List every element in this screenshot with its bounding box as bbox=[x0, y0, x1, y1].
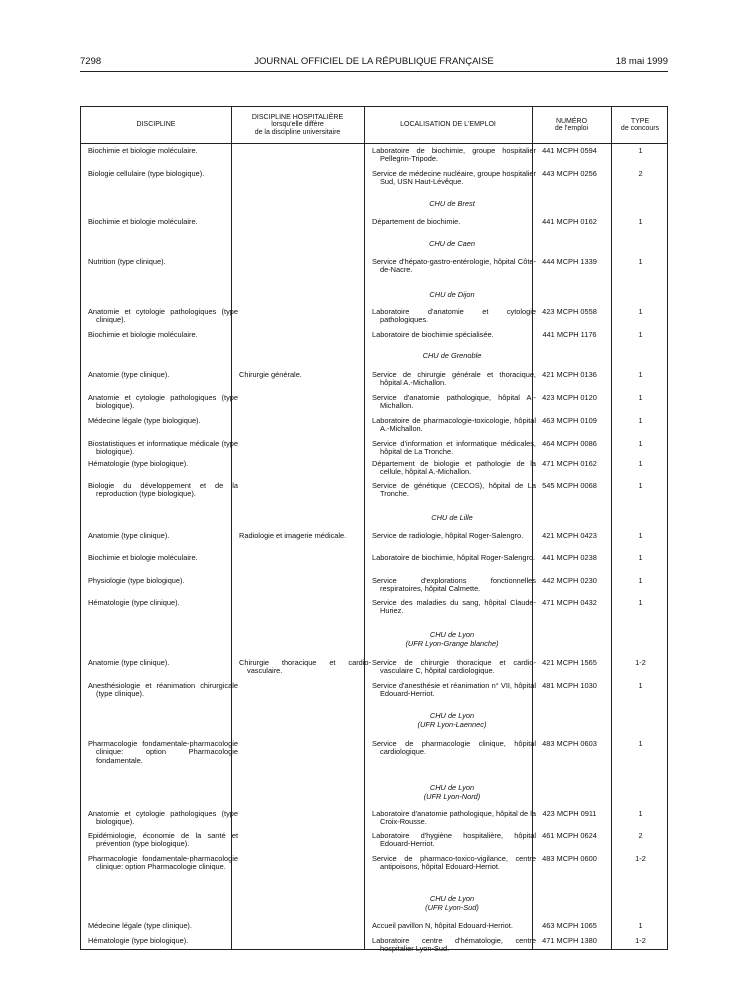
discipline-cell: Anatomie (type clinique). bbox=[88, 370, 170, 379]
concours-type-cell: 1 bbox=[638, 416, 643, 425]
concours-type-cell: 1-2 bbox=[635, 854, 646, 863]
concours-type-cell: 1 bbox=[638, 146, 643, 155]
concours-type-cell: 1 bbox=[638, 370, 643, 379]
location-cell: Laboratoire centre d'hématologie, centre hospitalier Lyon-Sud. bbox=[372, 936, 536, 954]
publication-date: 18 mai 1999 bbox=[615, 56, 668, 67]
job-number-cell: 421 MCPH 1565 bbox=[542, 658, 597, 667]
job-number-cell: 461 MCPH 0624 bbox=[542, 831, 597, 840]
job-number-cell: 442 MCPH 0230 bbox=[542, 576, 597, 585]
discipline-cell: Anesthésiologie et réanimation chirurgicale (type clinique). bbox=[88, 681, 238, 699]
location-cell: Service d'explorations fonctionnelles respiratoires, hôpital Calmette. bbox=[372, 576, 536, 594]
location-cell: Service des maladies du sang, hôpital Claude-Huriez. bbox=[372, 598, 536, 616]
discipline-cell: Biostatistiques et informatique médicale (type biologique). bbox=[88, 439, 238, 457]
concours-type-cell: 1 bbox=[638, 307, 643, 316]
discipline-cell: Biochimie et biologie moléculaire. bbox=[88, 146, 198, 155]
concours-type-cell: 1 bbox=[638, 809, 643, 818]
job-number-cell: 483 MCPH 0600 bbox=[542, 854, 597, 863]
job-number-cell: 471 MCPH 0432 bbox=[542, 598, 597, 607]
job-number-cell: 471 MCPH 0162 bbox=[542, 459, 597, 468]
section-title: CHU de Lyon (UFR Lyon-Grange blanche) bbox=[405, 630, 499, 648]
section-title: CHU de Caen bbox=[428, 239, 475, 248]
concours-type-cell: 1 bbox=[638, 739, 643, 748]
discipline-cell: Anatomie et cytologie pathologiques (type clinique). bbox=[88, 307, 238, 325]
job-number-cell: 444 MCPH 1339 bbox=[542, 257, 597, 266]
discipline-cell: Pharmacologie fondamentale-pharmacologie clinique: option Pharmacologie clinique. bbox=[88, 854, 238, 872]
job-number-cell: 423 MCPH 0911 bbox=[542, 809, 597, 818]
section-title: CHU de Dijon bbox=[429, 290, 475, 299]
job-number-cell: 545 MCPH 0068 bbox=[542, 481, 597, 490]
job-number-cell: 441 MCPH 0238 bbox=[542, 553, 597, 562]
location-cell: Service de chirurgie générale et thoracique, hôpital A.-Michallon. bbox=[372, 370, 536, 388]
concours-type-cell: 2 bbox=[638, 831, 643, 840]
location-cell: Laboratoire d'anatomie pathologique, hôpital de la Croix-Rousse. bbox=[372, 809, 536, 827]
section-title: CHU de Brest bbox=[429, 199, 475, 208]
discipline-cell: Nutrition (type clinique). bbox=[88, 257, 166, 266]
location-cell: Service d'hépato-gastro-entérologie, hôpital Côte-de-Nacre. bbox=[372, 257, 536, 275]
job-number-cell: 481 MCPH 1030 bbox=[542, 681, 597, 690]
header-rule bbox=[80, 71, 668, 72]
discipline-cell: Biochimie et biologie moléculaire. bbox=[88, 217, 198, 226]
concours-type-cell: 1 bbox=[638, 393, 643, 402]
location-cell: Service de pharmaco-toxico-vigilance, centre antipoisons, hôpital Edouard-Herriot. bbox=[372, 854, 536, 872]
column-divider bbox=[364, 107, 365, 949]
column-header-location: LOCALISATION DE L'EMPLOI bbox=[400, 121, 496, 129]
location-cell: Laboratoire de biochimie, groupe hospitalier Pellegrin-Tripode. bbox=[372, 146, 536, 164]
page-header bbox=[80, 56, 668, 68]
section-title: CHU de Grenoble bbox=[422, 351, 482, 360]
concours-type-cell: 1 bbox=[638, 598, 643, 607]
location-cell: Accueil pavillon N, hôpital Edouard-Herriot. bbox=[372, 921, 513, 930]
location-cell: Service de médecine nucléaire, groupe hospitalier Sud, USN Haut-Lévêque. bbox=[372, 169, 536, 187]
employment-table bbox=[80, 106, 668, 954]
location-cell: Service de pharmacologie clinique, hôpital cardiologique. bbox=[372, 739, 536, 757]
hospital-discipline-cell: Chirurgie générale. bbox=[239, 370, 302, 379]
location-cell: Service d'anatomie pathologique, hôpital A.-Michallon. bbox=[372, 393, 536, 411]
discipline-cell: Anatomie et cytologie pathologiques (type biologique). bbox=[88, 809, 238, 827]
discipline-cell: Anatomie (type clinique). bbox=[88, 531, 170, 540]
discipline-cell: Anatomie et cytologie pathologiques (type biologique). bbox=[88, 393, 238, 411]
job-number-cell: 483 MCPH 0603 bbox=[542, 739, 597, 748]
job-number-cell: 441 MCPH 0162 bbox=[542, 217, 597, 226]
discipline-cell: Biochimie et biologie moléculaire. bbox=[88, 553, 198, 562]
discipline-cell: Médecine légale (type clinique). bbox=[88, 921, 192, 930]
concours-type-cell: 1 bbox=[638, 481, 643, 490]
discipline-cell: Hématologie (type biologique). bbox=[88, 459, 189, 468]
location-cell: Service d'anesthésie et réanimation n° VII, hôpital Edouard-Herriot. bbox=[372, 681, 536, 699]
discipline-cell: Hématologie (type biologique). bbox=[88, 936, 189, 945]
job-number-cell: 421 MCPH 0423 bbox=[542, 531, 597, 540]
discipline-cell: Pharmacologie fondamentale-pharmacologie clinique: option Pharmacologie fondamentale. bbox=[88, 739, 238, 765]
job-number-cell: 421 MCPH 0136 bbox=[542, 370, 597, 379]
column-divider bbox=[611, 107, 612, 949]
discipline-cell: Biologie cellulaire (type biologique). bbox=[88, 169, 205, 178]
section-title: CHU de Lyon (UFR Lyon-Sud) bbox=[425, 894, 479, 912]
concours-type-cell: 1 bbox=[638, 459, 643, 468]
discipline-cell: Biochimie et biologie moléculaire. bbox=[88, 330, 198, 339]
concours-type-cell: 1 bbox=[638, 330, 643, 339]
discipline-cell: Physiologie (type biologique). bbox=[88, 576, 185, 585]
column-header-hospital-discipline: DISCIPLINE HOSPITALIÈRE lorsqu'elle diffère de la discipline universitaire bbox=[251, 113, 344, 136]
location-cell: Laboratoire de pharmacologie-toxicologie, hôpital A.-Michallon. bbox=[372, 416, 536, 434]
location-cell: Laboratoire de biochimie spécialisée. bbox=[372, 330, 494, 339]
location-cell: Service de radiologie, hôpital Roger-Salengro. bbox=[372, 531, 524, 540]
job-number-cell: 441 MCPH 1176 bbox=[542, 330, 597, 339]
job-number-cell: 423 MCPH 0558 bbox=[542, 307, 597, 316]
job-number-cell: 441 MCPH 0594 bbox=[542, 146, 597, 155]
location-cell: Département de biochimie. bbox=[372, 217, 461, 226]
job-number-cell: 463 MCPH 0109 bbox=[542, 416, 597, 425]
concours-type-cell: 1 bbox=[638, 576, 643, 585]
concours-type-cell: 1 bbox=[638, 553, 643, 562]
job-number-cell: 423 MCPH 0120 bbox=[542, 393, 597, 402]
location-cell: Laboratoire de biochimie, hôpital Roger-Salengro. bbox=[372, 553, 536, 562]
job-number-cell: 471 MCPH 1380 bbox=[542, 936, 597, 945]
discipline-cell: Epidémiologie, économie de la santé et prévention (type biologique). bbox=[88, 831, 238, 849]
location-cell: Service de génétique (CECOS), hôpital de La Tronche. bbox=[372, 481, 536, 499]
location-cell: Service de chirurgie thoracique et cardio-vasculaire C, hôpital cardiologique. bbox=[372, 658, 536, 676]
job-number-cell: 463 MCPH 1065 bbox=[542, 921, 597, 930]
section-title: CHU de Lille bbox=[431, 513, 473, 522]
discipline-cell: Biologie du développement et de la reproduction (type biologique). bbox=[88, 481, 238, 499]
location-cell: Département de biologie et pathologie de la cellule, hôpital A.-Michallon. bbox=[372, 459, 536, 477]
job-number-cell: 443 MCPH 0256 bbox=[542, 169, 597, 178]
section-title: CHU de Lyon (UFR Lyon-Laennec) bbox=[417, 711, 487, 729]
location-cell: Service d'information et informatique médicales, hôpital de La Tronche. bbox=[372, 439, 536, 457]
concours-type-cell: 2 bbox=[638, 169, 643, 178]
section-title: CHU de Lyon (UFR Lyon-Nord) bbox=[423, 783, 481, 801]
hospital-discipline-cell: Radiologie et imagerie médicale. bbox=[239, 531, 347, 540]
concours-type-cell: 1 bbox=[638, 439, 643, 448]
hospital-discipline-cell: Chirurgie thoracique et cardio-vasculaire. bbox=[239, 658, 371, 676]
journal-title: JOURNAL OFFICIEL DE LA RÉPUBLIQUE FRANÇAISE bbox=[254, 56, 494, 67]
concours-type-cell: 1 bbox=[638, 681, 643, 690]
page-number: 7298 bbox=[80, 56, 102, 67]
discipline-cell: Anatomie (type clinique). bbox=[88, 658, 170, 667]
concours-type-cell: 1-2 bbox=[635, 658, 646, 667]
header-divider bbox=[81, 143, 667, 144]
discipline-cell: Hématologie (type clinique). bbox=[88, 598, 180, 607]
location-cell: Laboratoire d'hygiène hospitalière, hôpital Edouard-Herriot. bbox=[372, 831, 536, 849]
column-header-discipline: DISCIPLINE bbox=[136, 121, 176, 129]
concours-type-cell: 1 bbox=[638, 257, 643, 266]
discipline-cell: Médecine légale (type biologique). bbox=[88, 416, 201, 425]
concours-type-cell: 1 bbox=[638, 217, 643, 226]
concours-type-cell: 1 bbox=[638, 531, 643, 540]
column-header-type: TYPE de concours bbox=[620, 117, 660, 132]
concours-type-cell: 1 bbox=[638, 921, 643, 930]
concours-type-cell: 1-2 bbox=[635, 936, 646, 945]
job-number-cell: 464 MCPH 0086 bbox=[542, 439, 597, 448]
location-cell: Laboratoire d'anatomie et cytologie pathologiques. bbox=[372, 307, 536, 325]
column-header-number: NUMÉRO de l'emploi bbox=[554, 117, 589, 132]
